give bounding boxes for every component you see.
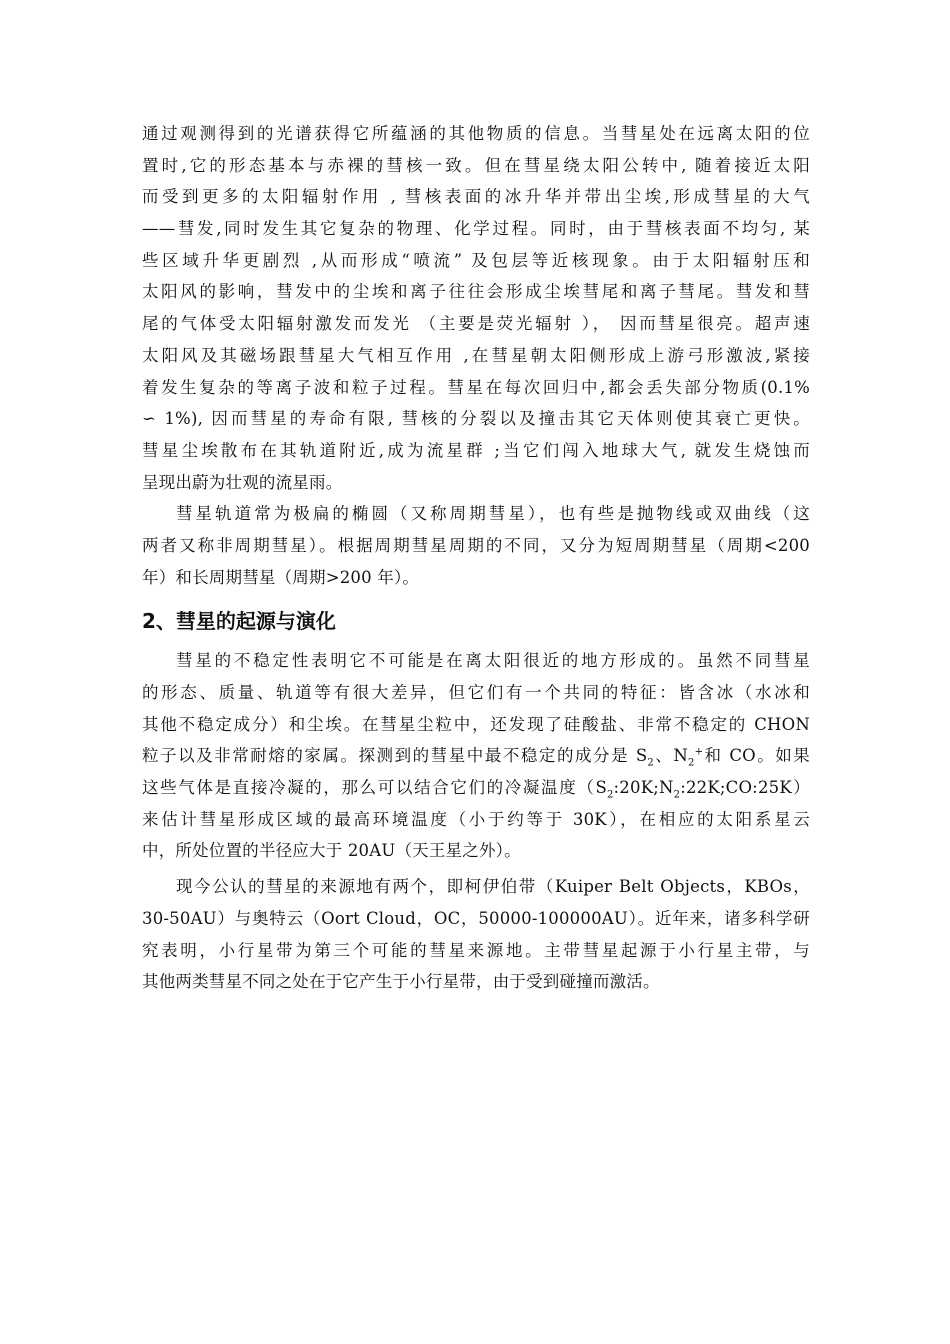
- text-line: 两者又称非周期彗星）。根据周期彗星周期的不同，又分为短周期彗星（周期<200: [142, 535, 810, 555]
- text-line: 30-50AU）与奥特云（Oort Cloud，OC，50000-100000AU）。近年来，诸多科学研: [142, 908, 810, 928]
- text-line: ∽ 1%), 因而彗星的寿命有限, 彗核的分裂以及撞击其它天体则使其衰亡更快。: [142, 409, 810, 429]
- text-line: 的形态、质量、轨道等有很大差异，但它们有一个共同的特征：皆含冰（水冰和: [142, 683, 810, 702]
- text-line: 置时,它的形态基本与赤裸的彗核一致。但在彗星绕太阳公转中, 随着接近太阳: [142, 155, 810, 175]
- text-line: ——彗发,同时发生其它复杂的物理、化学过程。同时，由于彗核表面不均匀, 某: [142, 219, 810, 239]
- section-heading: 2、彗星的起源与演化: [142, 609, 336, 634]
- superscript: +: [694, 746, 704, 758]
- text-fragment: :20K;N: [613, 778, 674, 798]
- text-line: 现今公认的彗星的来源地有两个，即柯伊伯带（Kuiper Belt Objects，KBOs，: [176, 877, 810, 897]
- text-line: 尾的气体受太阳辐射激发而发光 （主要是荧光辐射 ）， 因而彗星很亮。超声速: [142, 314, 810, 334]
- text-line: 来估计彗星形成区域的最高环境温度（小于约等于 30K），在相应的太阳系星云: [142, 809, 810, 829]
- text-line: 彗星的不稳定性表明它不可能是在离太阳很近的地方形成的。虽然不同彗星: [176, 651, 810, 671]
- text-line: 彗星尘埃散布在其轨道附近,成为流星群 ;当它们闯入地球大气, 就发生烧蚀而: [142, 440, 810, 460]
- text-line: 究表明，小行星带为第三个可能的彗星来源地。主带彗星起源于小行星主带，与: [142, 940, 810, 960]
- text-line: 呈现出蔚为壮观的流星雨。: [142, 472, 343, 492]
- text-line: 中，所处位置的半径应大于 20AU（天王星之外）。: [142, 841, 521, 861]
- text-line-formula: [142, 740, 810, 772]
- text-fragment: 这些气体是直接冷凝的，那么可以结合它们的冷凝温度（S: [142, 778, 607, 798]
- text-line: 其他两类彗星不同之处在于它产生于小行星带，由于受到碰撞而激活。: [142, 972, 660, 992]
- paragraph-comet-sources: [142, 871, 810, 998]
- text-fragment: 粒子以及非常耐熔的家属。探测到的彗星中最不稳定的成分是 S: [142, 746, 648, 766]
- text-line: 太阳风及其磁场跟彗星大气相互作用 ,在彗星朝太阳侧形成上游弓形激波,紧接: [142, 345, 810, 365]
- text-fragment: 、N: [653, 746, 688, 766]
- text-line: 其他不稳定成分）和尘埃。在彗星尘粒中，还发现了硅酸盐、非常不稳定的 CHON: [142, 714, 810, 734]
- document-page: [142, 118, 810, 998]
- text-line: 年）和长周期彗星（周期>200 年）。: [142, 567, 420, 587]
- text-fragment: :22K;CO:25K）: [680, 778, 811, 798]
- subscript: 2: [688, 757, 695, 769]
- text-line: 太阳风的影响，彗发中的尘埃和离子往往会形成尘埃彗尾和离子彗尾。彗发和彗: [142, 282, 810, 302]
- text-fragment: 和 CO。如果: [703, 746, 810, 766]
- text-line: 彗星轨道常为极扁的椭圆（又称周期彗星），也有些是抛物线或双曲线（这: [176, 504, 810, 524]
- paragraph-comet-origin: [142, 645, 810, 867]
- subscript: 2: [647, 757, 654, 769]
- text-line: 而受到更多的太阳辐射作用 , 彗核表面的冰升华并带出尘埃,形成彗星的大气: [142, 187, 810, 207]
- text-line: 些区域升华更剧烈 ,从而形成“喷流” 及包层等近核现象。由于太阳辐射压和: [142, 250, 810, 270]
- subscript: 2: [673, 789, 681, 801]
- subscript: 2: [606, 789, 614, 801]
- text-line: 通过观测得到的光谱获得它所蕴涵的其他物质的信息。当彗星处在远离太阳的位: [142, 124, 810, 143]
- text-line-formula: [142, 772, 810, 804]
- paragraph-comet-structure: [142, 118, 810, 498]
- text-line: 着发生复杂的等离子波和粒子过程。彗星在每次回归中,都会丢失部分物质(0.1%: [142, 377, 810, 397]
- paragraph-comet-orbits: [142, 498, 810, 593]
